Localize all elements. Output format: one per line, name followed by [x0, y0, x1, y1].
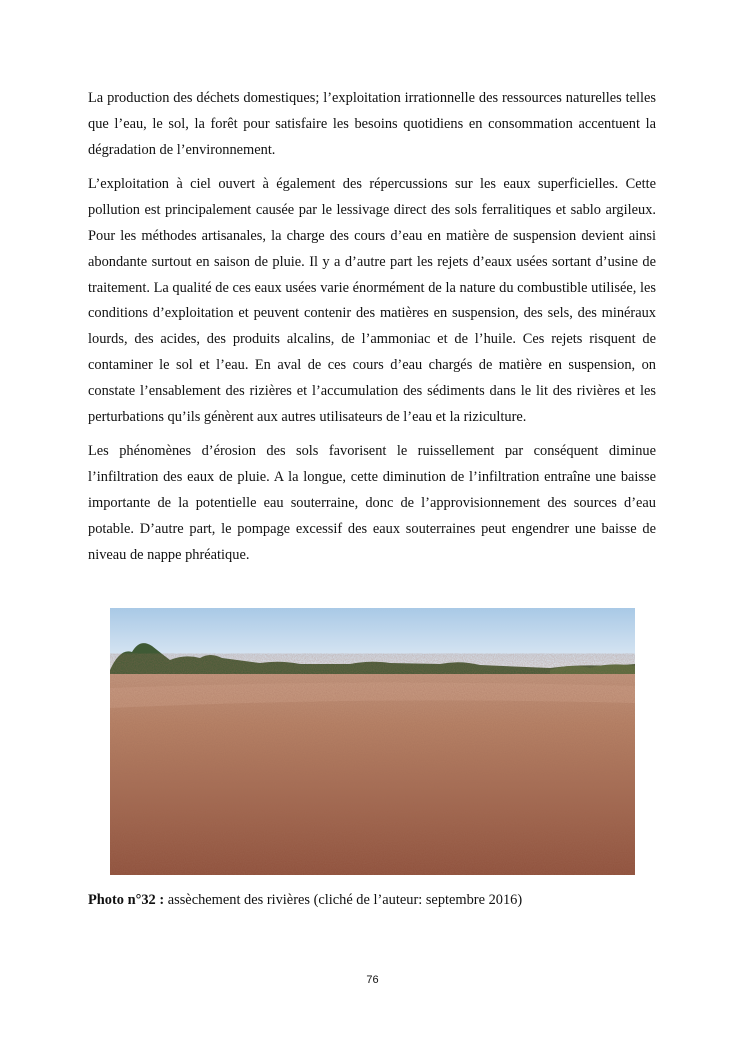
photo-caption [88, 892, 522, 909]
photo-dry-riverbed [110, 608, 635, 875]
paragraph-3: Les phénomènes d’érosion des sols favorisent le ruissellement par conséquent diminue l’infiltration des eaux de pluie. A la longue, cette diminution de l’infiltration entraîne une baisse importante de la potentielle eau souterraine, donc de l’approvisionnement des sources d’eau potable. D’autre part, le pompage excessif des eaux souterraines peut engendrer une baisse de niveau de nappe phréatique. [88, 443, 656, 563]
caption-label: Photo n°32 : [88, 892, 165, 908]
paragraph-2: L’exploitation à ciel ouvert à également des répercussions sur les eaux superficielles. Cette pollution est principalement causée par le lessivage direct des sols ferralitiques et sablo argileux. Pour les méthodes artisanales, la charge des cours d’eau en matière de suspension devient ainsi abondante surtout en saison de pluie. Il y a d’autre part les rejets d’eaux usées sortant d’usine de traitement. La qualité de ces eaux usées varie énormément de la nature du combustible utilisée, les conditions d’exploitation et peuvent contenir des matières en suspension, des sels, des minéraux lourds, des acides, des produits alcalins, de l’ammoniac et de l’huile. Ces rejets risquent de contaminer le sol et l’eau. En aval de ces cours d’eau chargés de matière en suspension, on constate l’ensablement des rizières et l’accumulation des sédiments dans le lit des rivières et les perturbations qu’ils génèrent aux autres utilisateurs de l’eau et la riziculture. [88, 176, 656, 425]
caption-text: assèchement des rivières (cliché de l’auteur: septembre 2016) [164, 892, 523, 908]
document-body [88, 86, 656, 577]
soil-texture [110, 674, 635, 875]
paragraph-1: La production des déchets domestiques; l’exploitation irrationnelle des ressources naturelles telles que l’eau, le sol, la forêt pour satisfaire les besoins quotidiens en consommation accentuent la dégradation de l’environnement. [88, 90, 656, 158]
page-number: 76 [366, 974, 379, 986]
